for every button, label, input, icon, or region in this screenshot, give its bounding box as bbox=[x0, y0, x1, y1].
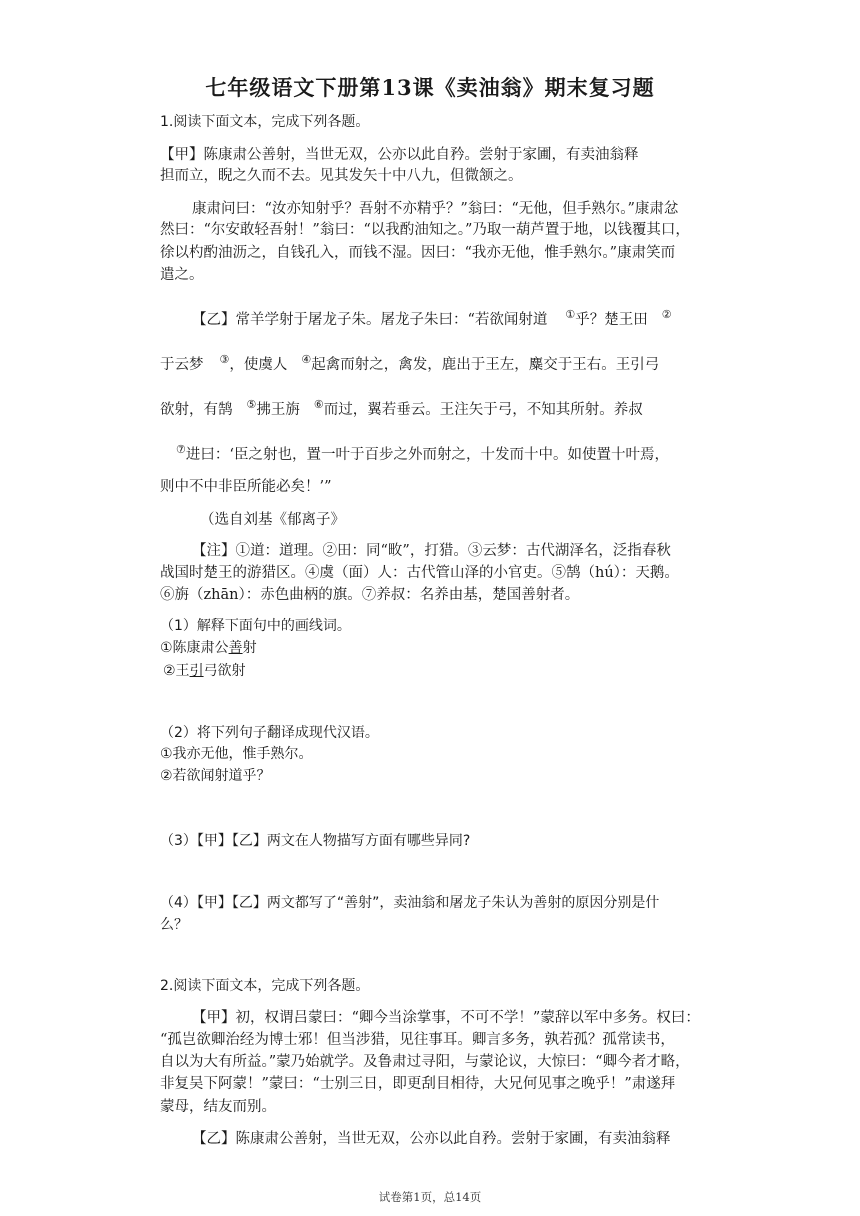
text: 欲射，有鹄 bbox=[160, 402, 233, 418]
jia-paragraph-1-line-1 bbox=[160, 145, 720, 165]
q2-yi-line-1: 【乙】陈康肃公善射，当世无双，公亦以此自矜。尝射于家圃，有卖油翁释 bbox=[192, 1131, 671, 1147]
yi-line-5: 则中不中非臣所能必矣！’” bbox=[160, 479, 332, 495]
text: 起禽而射之，禽发，鹿出于王左，麋交于王右。王引弓 bbox=[311, 357, 660, 373]
sub-question-4-line-2: 么？ bbox=[160, 917, 188, 933]
text: ，使虞人 bbox=[229, 357, 288, 373]
sub-question-2-item-2: ②若欲闻射道乎？ bbox=[160, 768, 271, 784]
sub-question-2-item-1: ①我亦无他，惟手熟尔。 bbox=[160, 746, 313, 762]
sub-question-1-item-1 bbox=[160, 638, 257, 658]
text: 【乙】常羊学射于屠龙子朱。屠龙子朱曰：“若欲闻射道 bbox=[192, 312, 548, 328]
text: 【甲】陈康肃公善射，当世无双，公亦以此自矜。尝射于家圃，有卖油翁释 bbox=[160, 147, 639, 163]
sub-question-3: （3）【甲】【乙】两文在人物描写方面有哪些异同? bbox=[160, 833, 471, 849]
jia-paragraph-2-line-4: 遣之。 bbox=[160, 267, 204, 283]
text: 弓欲射 bbox=[203, 663, 246, 679]
footnote-marker: ③ bbox=[219, 353, 230, 366]
yi-line-1 bbox=[192, 310, 672, 331]
text: 于云梦 bbox=[160, 357, 204, 373]
sub-question-1-heading: （1）解释下面句中的画线词。 bbox=[160, 618, 351, 634]
question-2-heading: 2.阅读下面文本，完成下列各题。 bbox=[160, 978, 370, 994]
yi-line-4 bbox=[176, 445, 669, 466]
q2-jia-line-5: 蒙母，结友而别。 bbox=[160, 1099, 276, 1115]
sub-question-1-item-2 bbox=[163, 661, 246, 681]
q2-jia-line-4: 非复吴下阿蒙！”蒙曰：“士别三日，即更刮目相待，大兄何见事之晚乎！”肃遂拜 bbox=[160, 1076, 676, 1092]
underlined-word: 引 bbox=[189, 663, 204, 679]
footnote-marker: ⑤ bbox=[246, 398, 257, 411]
text: ②王 bbox=[163, 663, 190, 679]
text: 射 bbox=[242, 640, 257, 656]
jia-paragraph-1-line-2: 担而立，睨之久而不去。见其发矢十中八九，但微颔之。 bbox=[160, 168, 523, 184]
jia-paragraph-2-line-3: 徐以杓酌油沥之，自钱孔入，而钱不湿。因曰：“我亦无他，惟手熟尔。”康肃笑而 bbox=[160, 245, 676, 261]
q2-jia-line-1: 【甲】初，权谓吕蒙曰：“卿今当涂掌事，不可不学！”蒙辞以军中多务。权曰： bbox=[192, 1010, 700, 1026]
page-footer: 试卷第1页，总14页 bbox=[378, 1190, 482, 1204]
notes-line-3: ⑥旃（zhān）：赤色曲柄的旗。⑦养叔：名养由基，楚国善射者。 bbox=[160, 587, 580, 603]
sub-question-2-heading: （2）将下列句子翻译成现代汉语。 bbox=[160, 725, 379, 741]
footnote-marker: ① bbox=[565, 308, 576, 321]
yi-line-2 bbox=[160, 355, 659, 376]
yi-line-3 bbox=[160, 400, 643, 421]
jia-paragraph-2-line-1: 康肃问曰：“汝亦知射乎？吾射不亦精乎？”翁曰：“无他，但手熟尔。”康肃忿 bbox=[192, 201, 679, 217]
question-1-heading: 1.阅读下面文本，完成下列各题。 bbox=[160, 114, 370, 130]
footnote-marker: ④ bbox=[301, 353, 312, 366]
page-title: 七年级语文下册第13课《卖油翁》期末复习题 bbox=[205, 75, 655, 100]
underlined-word: 善 bbox=[228, 640, 243, 656]
text: 进曰：‘臣之射也，置一叶于百步之外而射之，十发而十中。如使置十叶焉， bbox=[185, 447, 669, 463]
footnote-marker: ⑥ bbox=[313, 398, 324, 411]
sub-question-4-line-1: （4）【甲】【乙】两文都写了“善射”，卖油翁和屠龙子朱认为善射的原因分别是什 bbox=[160, 895, 660, 911]
jia-paragraph-2-line-2: 然曰：“尔安敢轻吾射！”翁曰：“以我酌油知之。”乃取一葫芦置于地，以钱覆其口， bbox=[160, 222, 690, 238]
text: 拂王旃 bbox=[256, 402, 300, 418]
text: 而过，翼若垂云。王注矢于弓，不知其所射。养叔 bbox=[323, 402, 643, 418]
text: 乎？楚王田 bbox=[575, 312, 648, 328]
notes-line-2: 战国时楚王的游猎区。④虞（面）人：古代管山泽的小官吏。⑤鹄（hú）：天鹅。 bbox=[160, 565, 679, 581]
q2-jia-line-2: “孤岂欲卿治经为博士邪！但当涉猎，见往事耳。卿言多务，孰若孤？孤常读书， bbox=[160, 1032, 675, 1048]
source-citation: （选自刘基《郁离子》 bbox=[200, 512, 345, 528]
footnote-marker: ⑦ bbox=[176, 443, 186, 456]
footnote-marker: ② bbox=[661, 308, 672, 321]
notes-line-1: 【注】①道：道理。②田：同“畋”，打猎。③云梦：古代湖泽名，泛指春秋 bbox=[192, 543, 671, 559]
q2-jia-line-3: 自以为大有所益。”蒙乃始就学。及鲁肃过寻阳，与蒙论议，大惊曰：“卿今者才略， bbox=[160, 1054, 690, 1070]
text: ①陈康肃公 bbox=[160, 640, 229, 656]
